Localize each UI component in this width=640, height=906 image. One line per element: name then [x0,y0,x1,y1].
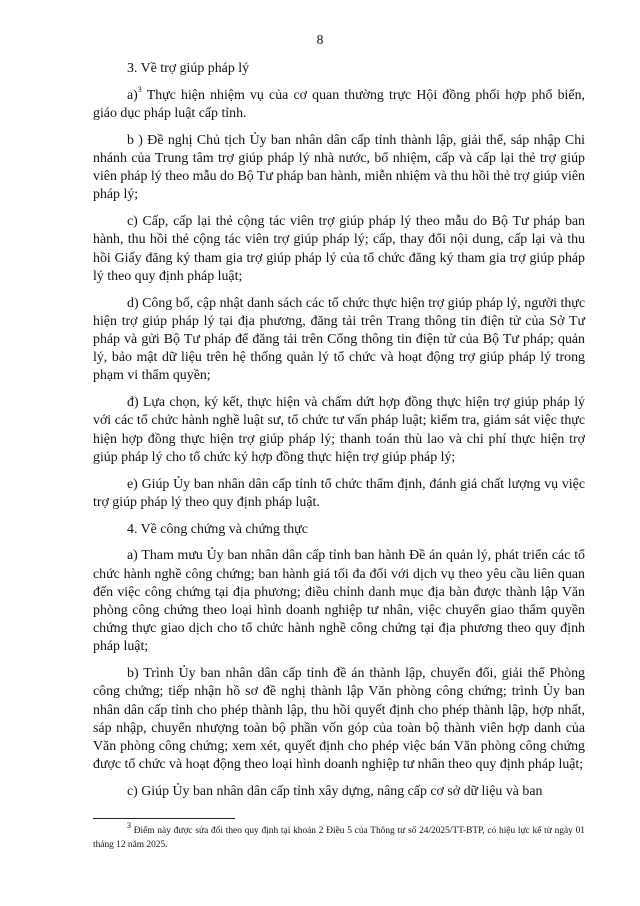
item-text: Thực hiện nhiệm vụ của cơ quan thường trực Hội đồng phối hợp phổ biến, giáo dục pháp luật cấp tỉnh. [93,87,585,121]
footnote-reference: 3 [137,85,142,95]
legal-aid-item-b: b ) Đề nghị Chủ tịch Ủy ban nhân dân cấp tỉnh thành lập, giải thể, sáp nhập Chi nhánh của Trung tâm trợ giúp pháp lý nhà nước, bổ nhiệm, cấp và cấp lại thẻ trợ giúp viên pháp lý theo mẫu do Bộ Tư pháp ban hành, miễn nhiệm và thu hồi thẻ trợ giúp viên pháp lý; [93,132,585,203]
footnote-mark: 3 [127,820,131,830]
notarization-item-a: a) Tham mưu Ủy ban nhân dân cấp tỉnh ban hành Đề án quản lý, phát triển các tổ chức hành nghề công chứng; ban hành giá tối đa đối với dịch vụ theo yêu cầu liên quan đến việc công chứng tại địa phương; điều chỉnh danh mục địa bàn được thành lập Văn phòng công chứng theo loại hình doanh nghiệp tư nhân, việc chuyển giao thẩm quyền chứng thực giao dịch cho tổ chức hành nghề công chứng tại địa phương theo quy định pháp luật; [93,548,585,655]
legal-aid-item-c: c) Cấp, cấp lại thẻ cộng tác viên trợ giúp pháp lý theo mẫu do Bộ Tư pháp ban hành, thu hồi thẻ cộng tác viên trợ giúp pháp lý; cấp, thay đổi nội dung, cấp lại và thu hồi Giấy đăng ký tham gia trợ giúp pháp lý của tổ chức đăng ký tham gia trợ giúp pháp lý theo quy định pháp luật; [93,214,585,284]
footnote-text: Điểm này được sửa đổi theo quy định tại khoản 2 Điều 5 của Thông tư số 24/2025/TT-BTP, có hiệu lực kể từ ngày 01 tháng 12 năm 2025. [93,826,585,850]
legal-aid-item-dd: đ) Lựa chọn, ký kết, thực hiện và chấm dứt hợp đồng thực hiện trợ giúp pháp lý với các tổ chức hành nghề luật sư, tổ chức tư vấn pháp luật; kiểm tra, giám sát việc thực hiện hợp đồng thực hiện trợ giúp pháp lý; thanh toán thù lao và chi phí thực hiện trợ giúp pháp lý cho tổ chức ký hợp đồng thực hiện trợ giúp pháp lý; [93,395,585,465]
legal-aid-item-e: e) Giúp Ủy ban nhân dân cấp tỉnh tổ chức thẩm định, đánh giá chất lượng vụ việc trợ giúp pháp lý theo quy định pháp luật. [93,476,585,510]
notarization-item-c: c) Giúp Ủy ban nhân dân cấp tỉnh xây dựng, nâng cấp cơ sở dữ liệu và ban [127,784,543,800]
footnote-divider [93,818,235,819]
document-body [93,60,585,810]
legal-aid-item-d: d) Công bố, cập nhật danh sách các tổ chức thực hiện trợ giúp pháp lý, người thực hiện trợ giúp pháp lý tại địa phương, đăng tải trên Trang thông tin điện tử của Sở Tư pháp và gửi Bộ Tư pháp để đăng tải trên Cổng thông tin điện tử của Bộ Tư pháp; quản lý, bảo mật dữ liệu trên hệ thống quản lý tổ chức và hoạt động trợ giúp pháp lý trong phạm vi thẩm quyền; [93,295,585,384]
footnote [93,820,585,852]
page-number: 8 [316,32,324,47]
section-heading-notarization: 4. Về công chứng và chứng thực [127,521,308,537]
legal-aid-item-a [93,87,585,123]
section-heading-legal-aid: 3. Về trợ giúp pháp lý [127,61,250,76]
notarization-item-b: b) Trình Ủy ban nhân dân cấp tỉnh đề án thành lập, chuyển đổi, giải thể Phòng công chứng; tiếp nhận hồ sơ đề nghị thành lập Văn phòng công chứng; trình Ủy ban nhân dân cấp tỉnh cho phép thành lập, thu hồi quyết định cho phép thành lập, hợp nhất, sáp nhập, chuyển nhượng toàn bộ phần vốn góp của toàn bộ thành viên hợp danh của Văn phòng công chứng; xem xét, quyết định cho phép việc bán Văn phòng công chứng được tổ chức và hoạt động theo loại hình doanh nghiệp tư nhân theo quy định pháp luật; [93,666,585,773]
item-label: a) [127,87,138,103]
